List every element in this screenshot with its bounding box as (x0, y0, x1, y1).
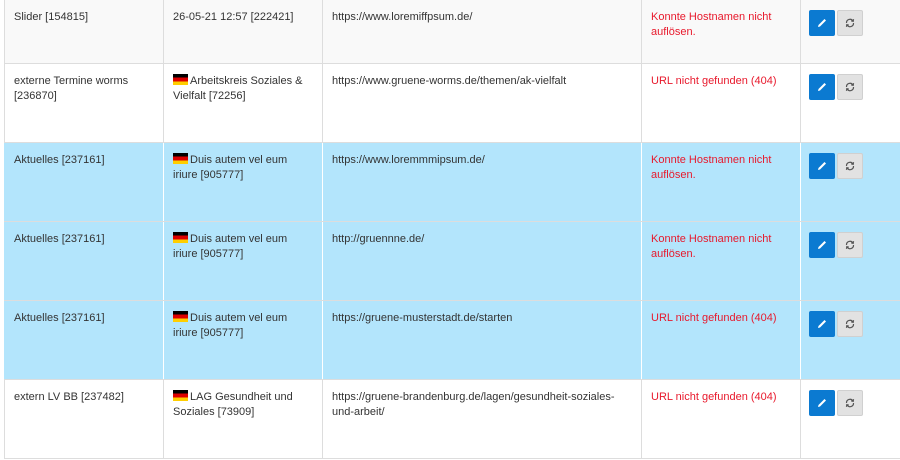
retry-button[interactable] (837, 311, 863, 337)
element-name-cell: Slider [154815] (4, 0, 164, 63)
site-cell (164, 380, 323, 458)
germany-flag-icon (173, 232, 188, 243)
element-name-cell: Aktuelles [237161] (4, 301, 164, 379)
pencil-icon (816, 17, 828, 29)
element-name-cell: Aktuelles [237161] (4, 222, 164, 300)
site-label: Duis autem vel eum iriure [905777] (173, 312, 288, 339)
url-cell: https://www.gruene-worms.de/themen/ak-vielfalt (323, 64, 642, 142)
site-label: Duis autem vel eum iriure [905777] (173, 233, 288, 260)
table-row (4, 380, 900, 459)
site-cell (164, 0, 323, 63)
table-row (4, 64, 900, 143)
refresh-icon (844, 397, 856, 409)
edit-button[interactable] (809, 74, 835, 100)
url-cell: https://gruene-brandenburg.de/lagen/gesundheit-soziales-und-arbeit/ (323, 380, 642, 458)
edit-button[interactable] (809, 311, 835, 337)
pencil-icon (816, 239, 828, 251)
table-row (4, 222, 900, 301)
edit-button[interactable] (809, 390, 835, 416)
site-label: Duis autem vel eum iriure [905777] (173, 154, 288, 181)
site-cell (164, 143, 323, 221)
refresh-icon (844, 239, 856, 251)
retry-button[interactable] (837, 153, 863, 179)
retry-button[interactable] (837, 232, 863, 258)
germany-flag-icon (173, 311, 188, 322)
status-cell: URL nicht gefunden (404) (642, 64, 801, 142)
table-row (4, 0, 900, 64)
site-label: LAG Gesundheit und Soziales [73909] (173, 391, 293, 418)
table-row (4, 143, 900, 222)
germany-flag-icon (173, 153, 188, 164)
germany-flag-icon (173, 390, 188, 401)
pencil-icon (816, 397, 828, 409)
germany-flag-icon (173, 74, 188, 85)
edit-button[interactable] (809, 232, 835, 258)
site-label: 26-05-21 12:57 [222421] (173, 11, 294, 23)
refresh-icon (844, 81, 856, 93)
site-cell (164, 222, 323, 300)
url-cell: https://gruene-musterstadt.de/starten (323, 301, 642, 379)
refresh-icon (844, 318, 856, 330)
edit-button[interactable] (809, 153, 835, 179)
actions-cell (801, 222, 900, 300)
actions-cell (801, 143, 900, 221)
refresh-icon (844, 160, 856, 172)
actions-cell (801, 380, 900, 458)
retry-button[interactable] (837, 390, 863, 416)
site-label: Arbeitskreis Soziales & Vielfalt [72256] (173, 75, 303, 102)
pencil-icon (816, 81, 828, 93)
site-cell (164, 301, 323, 379)
status-cell: Konnte Hostnamen nicht auflösen. (642, 0, 801, 63)
url-cell: https://www.loremmmipsum.de/ (323, 143, 642, 221)
element-name-cell: externe Termine worms [236870] (4, 64, 164, 142)
refresh-icon (844, 17, 856, 29)
url-cell: http://gruennne.de/ (323, 222, 642, 300)
retry-button[interactable] (837, 10, 863, 36)
status-cell: URL nicht gefunden (404) (642, 301, 801, 379)
site-cell (164, 64, 323, 142)
url-cell: https://www.loremiffpsum.de/ (323, 0, 642, 63)
status-cell: Konnte Hostnamen nicht auflösen. (642, 143, 801, 221)
table-row (4, 301, 900, 380)
actions-cell (801, 0, 900, 63)
status-cell: URL nicht gefunden (404) (642, 380, 801, 458)
link-check-table (4, 0, 900, 459)
pencil-icon (816, 160, 828, 172)
retry-button[interactable] (837, 74, 863, 100)
status-cell: Konnte Hostnamen nicht auflösen. (642, 222, 801, 300)
element-name-cell: extern LV BB [237482] (4, 380, 164, 458)
actions-cell (801, 301, 900, 379)
element-name-cell: Aktuelles [237161] (4, 143, 164, 221)
pencil-icon (816, 318, 828, 330)
actions-cell (801, 64, 900, 142)
edit-button[interactable] (809, 10, 835, 36)
